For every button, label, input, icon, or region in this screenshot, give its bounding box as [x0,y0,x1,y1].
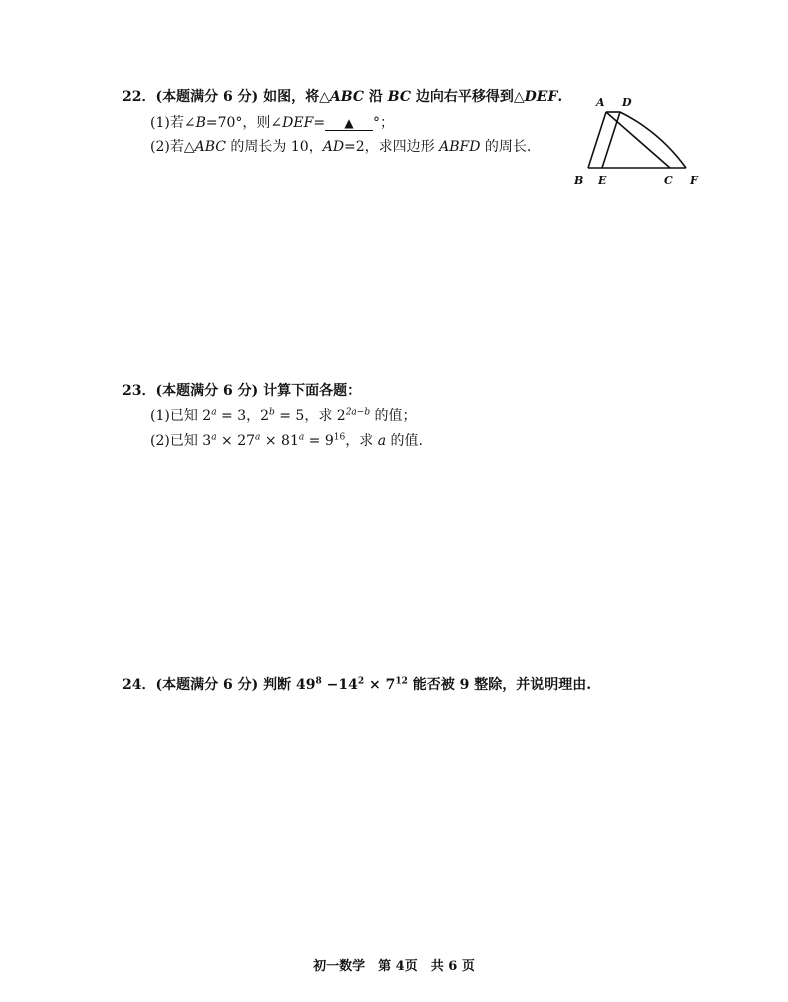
segment-df [620,112,686,168]
q23-part2: (2)已知 $3^a \times 27^a \times 81^a = 9^{16}$，求 a 的值. [150,432,423,449]
q23-part1: (1)已知 $2^a = 3$，$2^b = 5$，求 $2^{2a-b}$ 的值； [150,407,417,424]
q23-number: 23． [122,383,156,399]
q22-score-tag: (本题满分 6 分) [155,89,259,105]
q24-score-tag: (本题满分 6 分) [155,677,259,693]
translation-figure [568,92,708,196]
label-c: C [664,174,673,187]
q23-stem: 23．(本题满分 6 分) 计算下面各题： [122,383,362,399]
label-b: B [574,174,584,187]
label-d: D [622,96,632,109]
page-footer: 初一数学 第 4页 共 6 页 [313,959,475,974]
label-e: E [598,174,607,187]
label-f: F [690,174,698,187]
segment-ab [588,112,606,168]
q23-score-tag: (本题满分 6 分) [155,383,259,399]
triangle-marker-icon: ▲ [344,116,354,130]
q24-number: 24． [122,677,156,693]
label-a: A [596,96,605,109]
answer-blank [325,116,373,131]
q22-part1: (1)若∠B=70°，则∠DEF= ▲ °； [150,115,395,131]
q22-stem: 22．(本题满分 6 分) 如图，将△ABC 沿 BC 边向右平移得到△DEF. [122,89,563,105]
q22-number: 22． [122,89,156,105]
q22-part2: (2)若△ABC 的周长为 10，AD=2，求四边形 ABFD 的周长. [150,139,532,155]
segment-de [602,112,620,168]
q24-stem: 24．(本题满分 6 分) 判断 $49^8 -14^2 \times 7^{12}$ 能否被 9 整除，并说明理由. [122,676,592,693]
